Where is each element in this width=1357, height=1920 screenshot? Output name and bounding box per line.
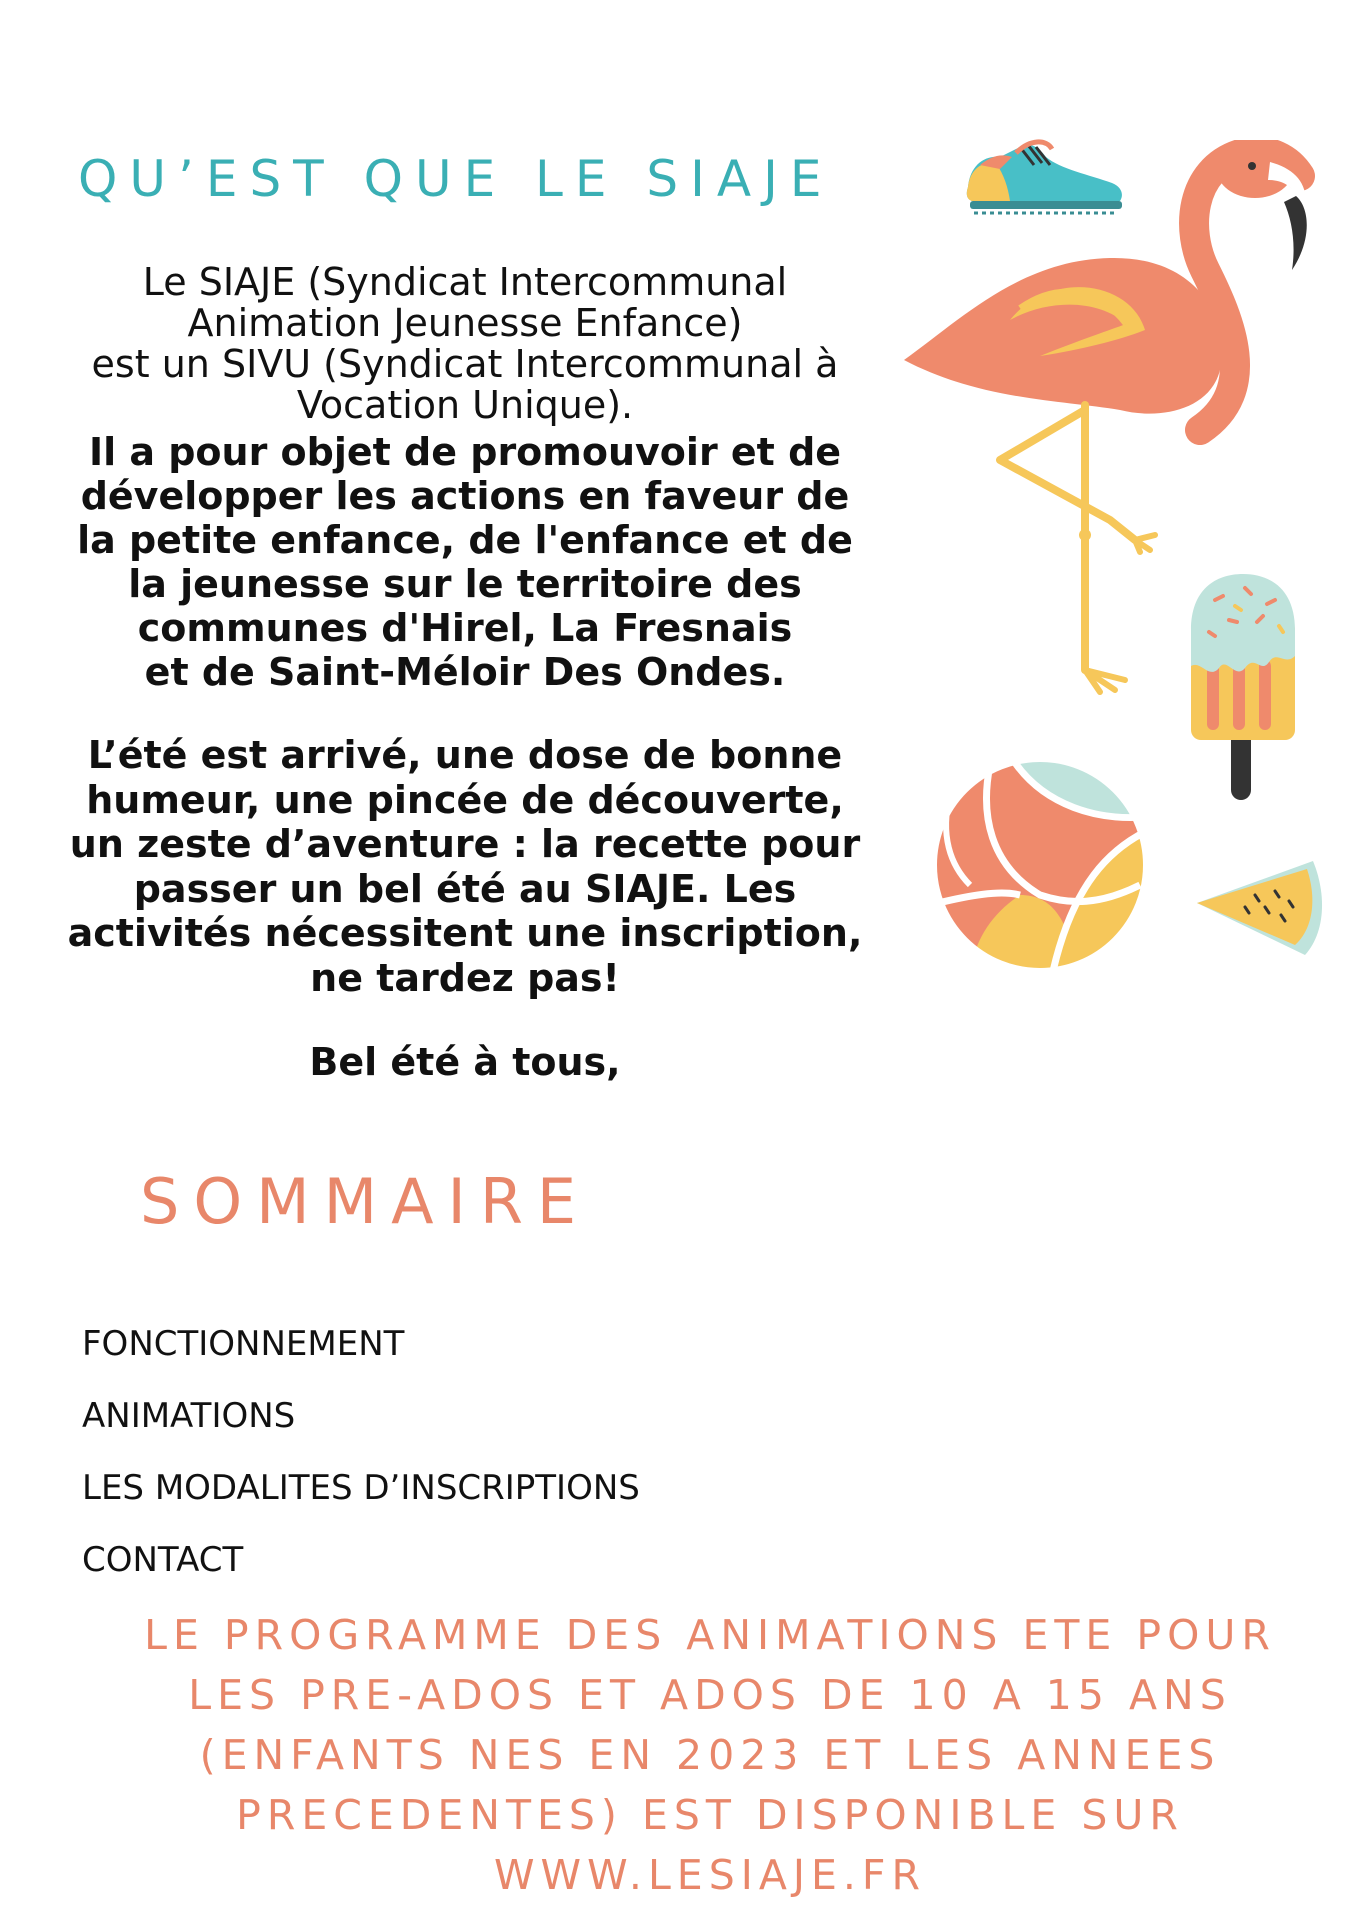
page-title: QU’EST QUE LE SIAJE bbox=[78, 150, 834, 208]
intro-line: Le SIAJE (Syndicat Intercommunal bbox=[142, 260, 788, 304]
mission-line: Il a pour objet de promouvoir et de bbox=[88, 430, 842, 474]
intro-line: Vocation Unique). bbox=[296, 383, 634, 427]
mission-line: et de Saint-Méloir Des Ondes. bbox=[144, 650, 786, 694]
program-line: PRECEDENTES) EST DISPONIBLE SUR bbox=[236, 1791, 1184, 1839]
toc-item-fonctionnement[interactable]: FONCTIONNEMENT bbox=[82, 1324, 405, 1364]
mission-line: développer les actions en faveur de bbox=[80, 474, 850, 518]
table-of-contents bbox=[82, 1320, 640, 1608]
summer-line: activités nécessitent une inscription, bbox=[67, 911, 863, 955]
program-line: LES PRE-ADOS ET ADOS DE 10 A 15 ANS bbox=[188, 1671, 1232, 1719]
toc-item-contact[interactable]: CONTACT bbox=[82, 1540, 244, 1580]
program-line: (ENFANTS NES EN 2023 ET LES ANNEES bbox=[199, 1731, 1221, 1779]
mission-line: la jeunesse sur le territoire des bbox=[128, 562, 802, 606]
ice-cream-icon bbox=[1185, 570, 1305, 810]
intro-line: est un SIVU (Syndicat Intercommunal à bbox=[91, 342, 839, 386]
summer-line: humeur, une pincée de découverte, bbox=[86, 777, 844, 822]
summer-text bbox=[40, 733, 890, 1000]
volleyball-icon bbox=[930, 755, 1150, 975]
intro-line: Animation Jeunesse Enfance) bbox=[187, 301, 743, 345]
intro-text bbox=[40, 262, 890, 426]
summer-line: passer un bel été au SIAJE. Les bbox=[133, 866, 797, 911]
toc-item-animations[interactable]: ANIMATIONS bbox=[82, 1396, 296, 1436]
program-line: LE PROGRAMME DES ANIMATIONS ETE POUR bbox=[144, 1611, 1276, 1659]
summer-line: L’été est arrivé, une dose de bonne bbox=[87, 733, 843, 777]
mission-line: la petite enfance, de l'enfance et de bbox=[77, 518, 853, 562]
mission-text bbox=[40, 430, 890, 694]
toc-item-inscriptions[interactable]: LES MODALITES D’INSCRIPTIONS bbox=[82, 1468, 640, 1508]
program-notice bbox=[60, 1605, 1357, 1905]
greeting: Bel été à tous, bbox=[309, 1040, 621, 1084]
sommaire-title: SOMMAIRE bbox=[140, 1165, 591, 1238]
mission-line: communes d'Hirel, La Fresnais bbox=[137, 606, 793, 650]
summer-line: ne tardez pas! bbox=[310, 955, 620, 1000]
watermelon-slice-icon bbox=[1195, 855, 1325, 960]
website-link[interactable]: WWW.LESIAJE.FR bbox=[494, 1851, 926, 1899]
summer-line: un zeste d’aventure : la recette pour bbox=[69, 822, 861, 866]
